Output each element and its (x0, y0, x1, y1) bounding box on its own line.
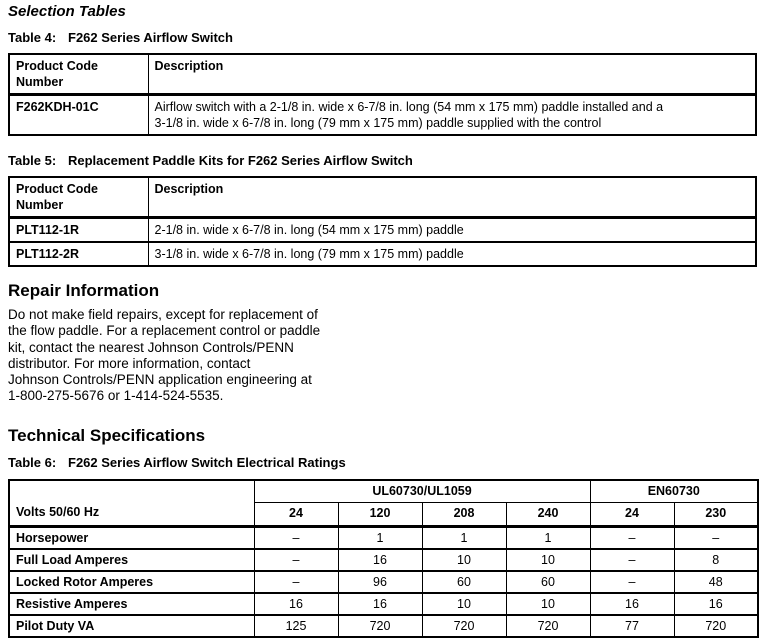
technical-specifications-heading: Technical Specifications (8, 425, 206, 445)
product-description-cell: 2-1/8 in. wide x 6-7/8 in. long (54 mm x 175 mm) paddle (148, 218, 756, 243)
table-row (9, 218, 756, 243)
rating-value-cell: – (254, 549, 338, 571)
table4-col1-header: Product Code Number (9, 54, 148, 95)
table4-header-row (9, 54, 756, 95)
table5-label: Table 5: (8, 153, 57, 168)
rating-row-label: Pilot Duty VA (9, 615, 254, 637)
table-row (9, 549, 758, 571)
repair-information-heading: Repair Information (8, 281, 160, 300)
rating-value-cell: 720 (338, 615, 422, 637)
table5-header-row (9, 177, 756, 218)
rating-row-label: Resistive Amperes (9, 593, 254, 615)
rating-value-cell: 16 (338, 549, 422, 571)
rating-value-cell: 720 (506, 615, 590, 637)
paragraph-line: Do not make field repairs, except for replacement of (8, 307, 318, 322)
rating-value-cell: 720 (422, 615, 506, 637)
table4-label: Table 4: (8, 30, 57, 45)
rating-value-cell: 16 (590, 593, 674, 615)
voltage-header-cell: 24 (590, 503, 674, 527)
table6-title (8, 455, 762, 470)
table4-col2-header: Description (148, 54, 756, 95)
table5-title (8, 153, 762, 168)
product-description-cell (148, 95, 756, 136)
rating-value-cell: 10 (506, 593, 590, 615)
product-code-cell: PLT112-1R (9, 218, 148, 243)
volts-header-cell: Volts 50/60 Hz (9, 480, 254, 527)
table-row (9, 571, 758, 593)
table-row (9, 593, 758, 615)
paragraph-line: the flow paddle. For a replacement control or paddle (8, 323, 321, 339)
rating-value-cell: – (674, 527, 758, 550)
paragraph-line: kit, contact the nearest Johnson Controls/PENN (8, 339, 294, 355)
table4-airflow-switch (8, 53, 757, 136)
table6-caption: F262 Series Airflow Switch Electrical Ratings (68, 454, 346, 470)
rating-value-cell: 10 (422, 549, 506, 571)
en-group-header: EN60730 (590, 480, 758, 503)
table-row (9, 242, 756, 266)
rating-value-cell: 125 (254, 615, 338, 637)
table-row (9, 95, 756, 136)
voltage-header-cell: 24 (254, 503, 338, 527)
rating-value-cell: 60 (422, 571, 506, 593)
voltage-header-cell: 240 (506, 503, 590, 527)
rating-value-cell: – (590, 527, 674, 550)
rating-value-cell: – (254, 571, 338, 593)
rating-value-cell: 720 (674, 615, 758, 637)
rating-value-cell: 60 (506, 571, 590, 593)
table4-title (8, 30, 762, 45)
table6-label: Table 6: (8, 454, 57, 470)
table5-col2-header: Description (148, 177, 756, 218)
table-row (9, 527, 758, 550)
paragraph-line: 1-800-275-5676 or 1-414-524-5535. (8, 388, 224, 404)
table5-paddle-kits (8, 176, 757, 267)
table5-caption: Replacement Paddle Kits for F262 Series Airflow Switch (68, 153, 413, 168)
voltage-header-cell: 120 (338, 503, 422, 527)
product-description-cell: 3-1/8 in. wide x 6-7/8 in. long (79 mm x 175 mm) paddle (148, 242, 756, 266)
rating-value-cell: 1 (422, 527, 506, 550)
table4-caption: F262 Series Airflow Switch (68, 30, 233, 45)
voltage-header-cell: 230 (674, 503, 758, 527)
rating-value-cell: – (590, 571, 674, 593)
paragraph-line: distributor. For more information, contact (8, 355, 251, 371)
table6-electrical-ratings (8, 479, 759, 638)
table6-group-header-row (9, 480, 758, 503)
table-row (9, 615, 758, 637)
rating-value-cell: 10 (422, 593, 506, 615)
rating-row-label: Locked Rotor Amperes (9, 571, 254, 593)
paragraph-line: Johnson Controls/PENN application engineering at (8, 372, 312, 388)
product-code-cell: F262KDH-01C (9, 95, 148, 136)
rating-value-cell: 16 (338, 593, 422, 615)
rating-value-cell: 16 (254, 593, 338, 615)
selection-tables-heading: Selection Tables (8, 3, 126, 20)
rating-value-cell: – (254, 527, 338, 550)
product-code-cell: PLT112-2R (9, 242, 148, 266)
rating-value-cell: 1 (338, 527, 422, 550)
rating-value-cell: 48 (674, 571, 758, 593)
rating-value-cell: 1 (506, 527, 590, 550)
rating-value-cell: 96 (338, 571, 422, 593)
rating-value-cell: 77 (590, 615, 674, 637)
voltage-header-cell: 208 (422, 503, 506, 527)
rating-row-label: Full Load Amperes (9, 549, 254, 571)
rating-value-cell: 8 (674, 549, 758, 571)
rating-row-label: Horsepower (9, 527, 254, 550)
ul-group-header: UL60730/UL1059 (254, 480, 590, 503)
table5-col1-header: Product Code Number (9, 177, 148, 218)
description-line-2: 3-1/8 in. wide x 6-7/8 in. long (79 mm x 175 mm) paddle supplied with the control (154, 116, 602, 130)
description-line-1: Airflow switch with a 2-1/8 in. wide x 6-7/8 in. long (54 mm x 175 mm) paddle installed and a (154, 100, 664, 114)
rating-value-cell: 10 (506, 549, 590, 571)
rating-value-cell: 16 (674, 593, 758, 615)
rating-value-cell: – (590, 549, 674, 571)
